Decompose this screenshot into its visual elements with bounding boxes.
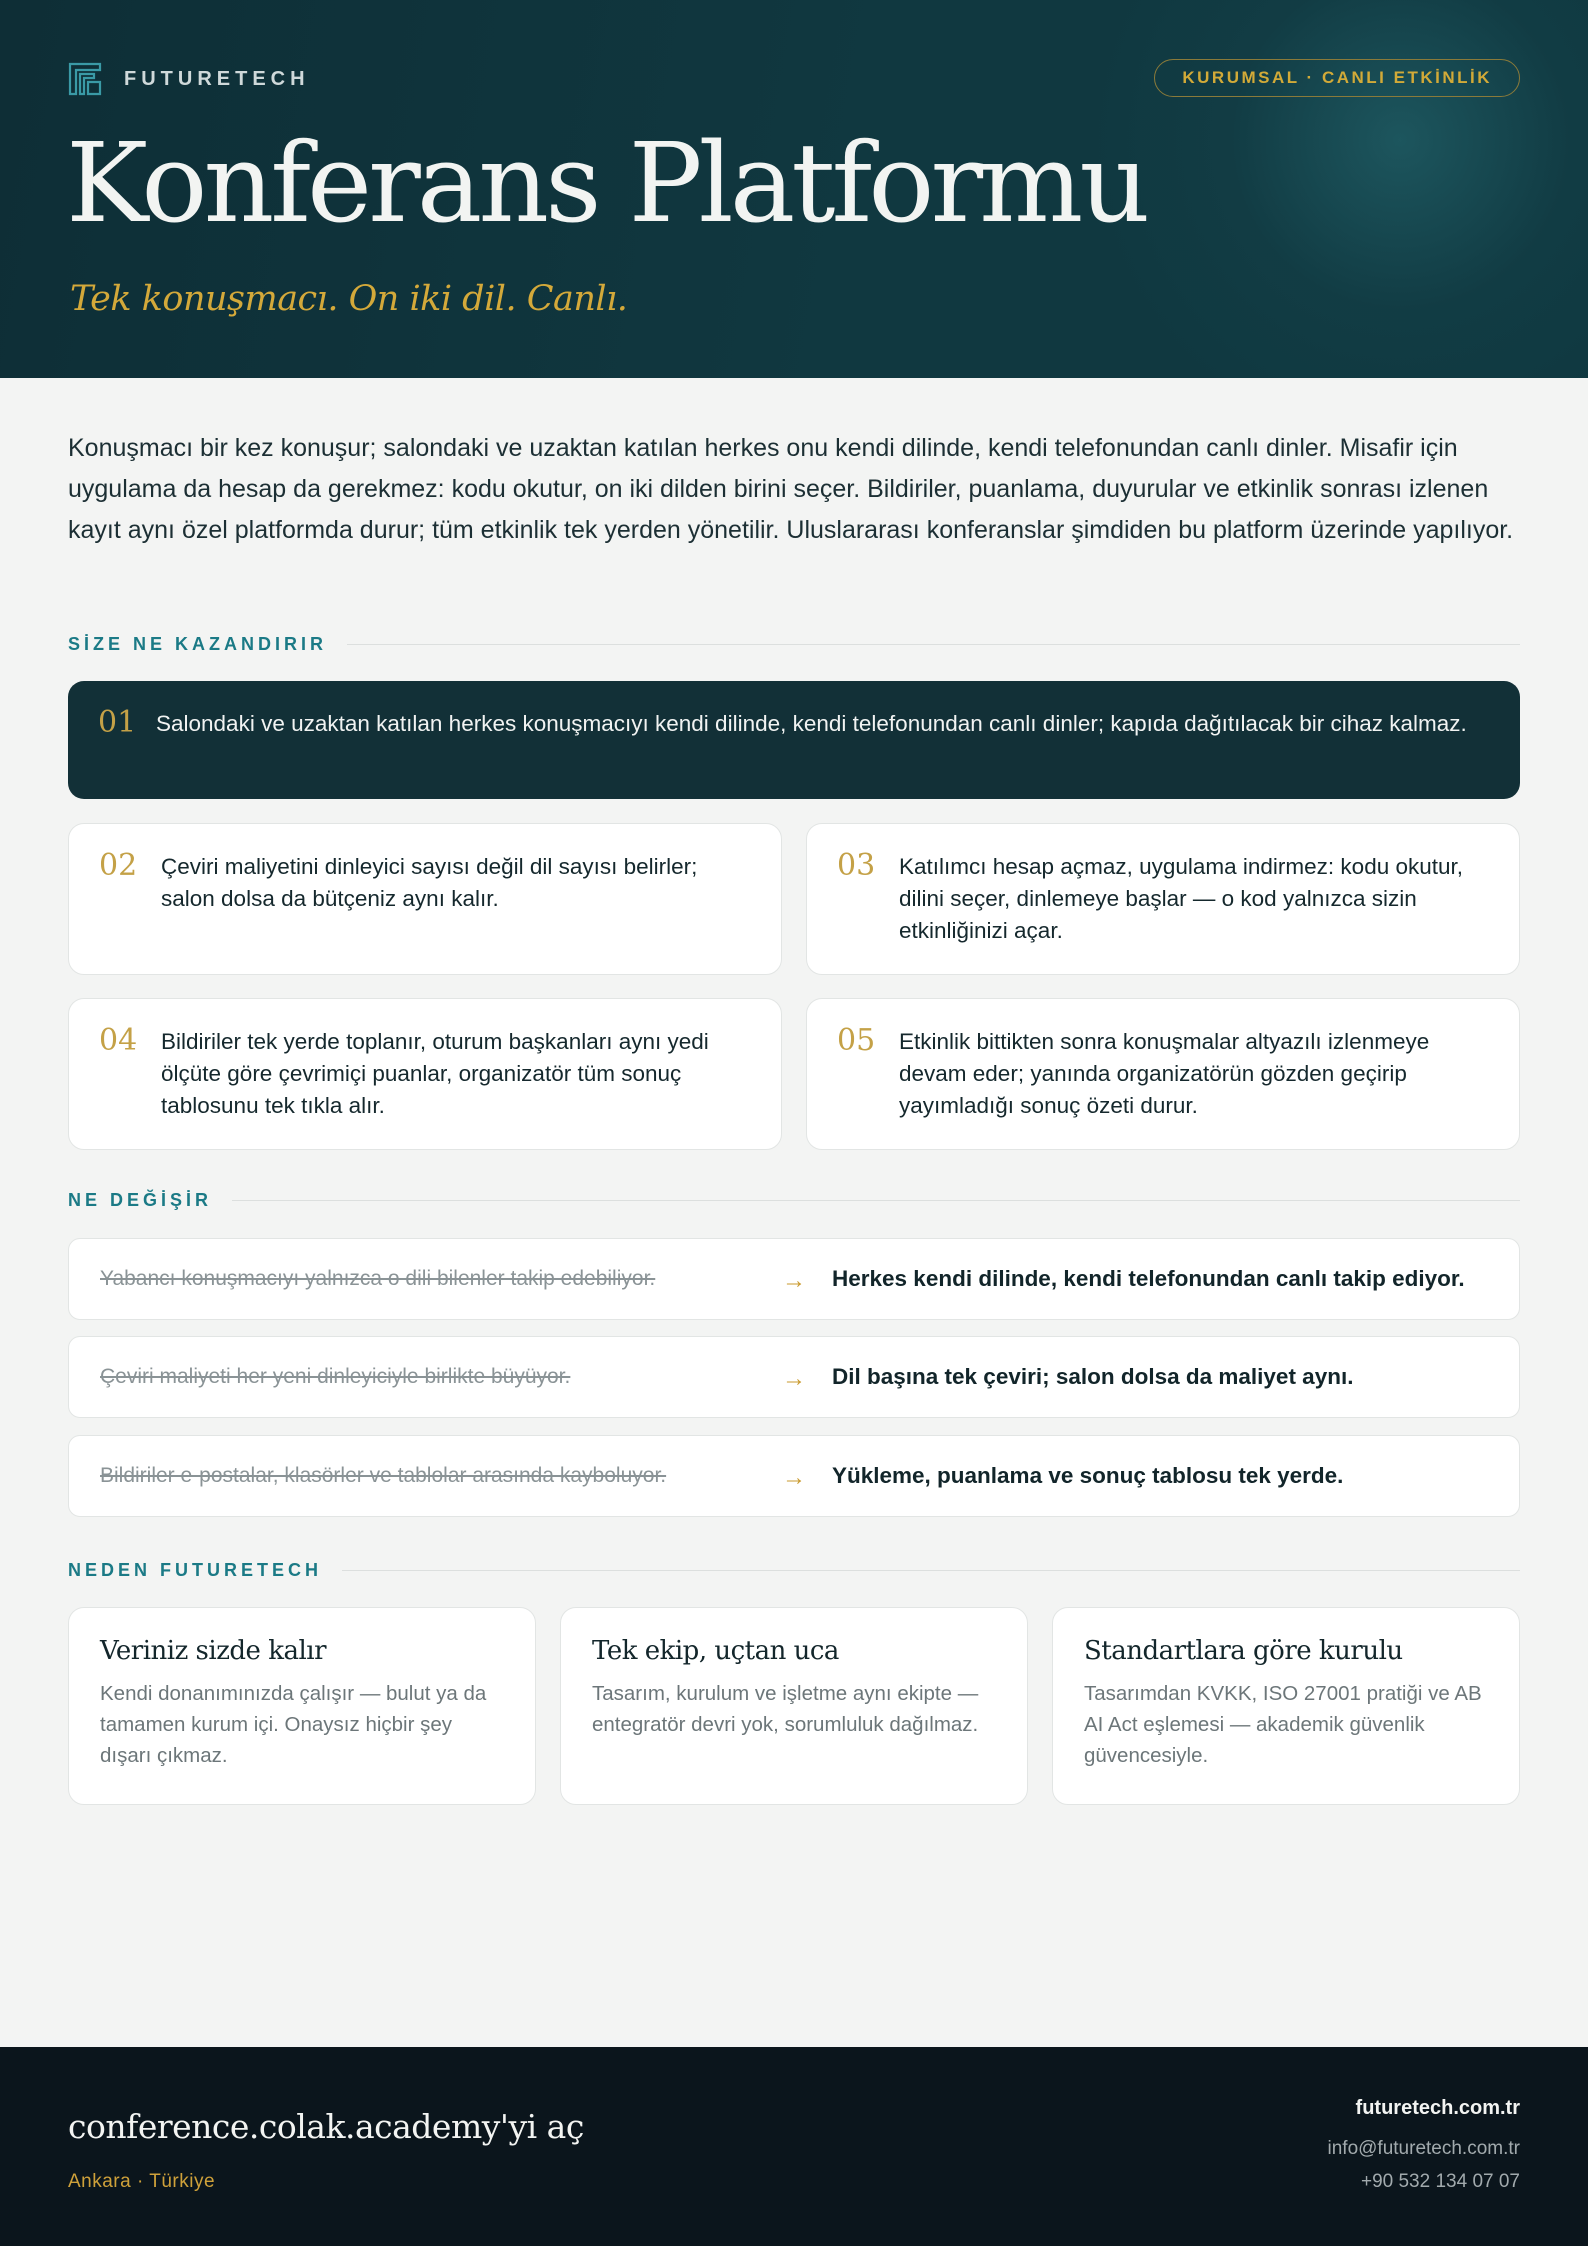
section-label: NE DEĞİŞİR	[68, 1189, 213, 1210]
benefit-card	[806, 823, 1520, 975]
section-heading-changes	[68, 1188, 1520, 1212]
change-row	[68, 1336, 1520, 1418]
why-card	[560, 1607, 1028, 1805]
page-title: Konferans Platformu	[66, 119, 1147, 247]
section-heading-why	[68, 1558, 1520, 1582]
benefit-card	[68, 998, 782, 1150]
benefit-number: 03	[837, 848, 876, 883]
benefit-card	[806, 998, 1520, 1150]
section-divider	[342, 1570, 1520, 1571]
phone-link[interactable]: +90 532 134 07 07	[1360, 2171, 1520, 2192]
section-label: NEDEN FUTURETECH	[68, 1559, 323, 1580]
why-card-text: Kendi donanımınızda çalışır — bulut ya da tamamen kurum içi. Onaysız hiçbir şey dışarı çıkmaz.	[100, 1682, 487, 1767]
change-after: Herkes kendi dilinde, kendi telefonundan canlı takip ediyor.	[832, 1266, 1465, 1291]
benefit-text: Salondaki ve uzaktan katılan herkes konuşmacıyı kendi dilinde, kendi telefonundan canlı dinler; kapıda dağıtılacak bir cihaz kalmaz.	[156, 711, 1467, 736]
change-row	[68, 1435, 1520, 1517]
brand[interactable]	[68, 62, 310, 96]
benefit-card-featured	[68, 681, 1520, 799]
brand-name: FUTURETECH	[124, 67, 310, 90]
why-card-text: Tasarım, kurulum ve işletme aynı ekipte — entegratör devri yok, sorumluluk dağılmaz.	[592, 1682, 979, 1736]
footer	[0, 2047, 1588, 2246]
change-before: Çeviri maliyeti her yeni dinleyiciyle birlikte büyüyor.	[100, 1365, 571, 1388]
email-link[interactable]: info@futuretech.com.tr	[1327, 2138, 1520, 2159]
arrow-right-icon: →	[782, 1365, 806, 1392]
section-heading-benefits	[68, 632, 1520, 656]
change-before: Yabancı konuşmacıyı yalnızca o dili bilenler takip edebiliyor.	[100, 1267, 656, 1290]
location-text: Ankara · Türkiye	[68, 2171, 216, 2192]
page-subtitle: Tek konuşmacı. On iki dil. Canlı.	[70, 279, 628, 319]
why-card-title: Standartlara göre kurulu	[1084, 1636, 1403, 1666]
benefit-text: Katılımcı hesap açmaz, uygulama indirmez: kodu okutur, dilini seçer, dinlemeye başlar — o kod yalnızca sizin etkinliğinizi açar.	[899, 854, 1464, 943]
why-card-title: Veriniz sizde kalır	[100, 1636, 327, 1666]
benefit-number: 04	[99, 1023, 138, 1058]
section-label: SİZE NE KAZANDIRIR	[68, 633, 328, 654]
benefit-card	[68, 823, 782, 975]
benefit-number: 02	[99, 848, 138, 883]
why-card-text: Tasarımdan KVKK, ISO 27001 pratiği ve AB AI Act eşlemesi — akademik güvenlik güvencesiyle.	[1084, 1682, 1482, 1767]
change-after: Dil başına tek çeviri; salon dolsa da maliyet aynı.	[832, 1364, 1354, 1389]
arrow-right-icon: →	[782, 1464, 806, 1491]
change-after: Yükleme, puanlama ve sonuç tablosu tek yerde.	[832, 1463, 1344, 1488]
futuretech-logo-icon	[68, 62, 102, 96]
section-divider	[232, 1200, 1520, 1201]
conference-link[interactable]: conference.colak.academy'yi aç	[68, 2107, 584, 2146]
intro-paragraph: Konuşmacı bir kez konuşur; salondaki ve uzaktan katılan herkes onu kendi dilinde, kendi telefonundan canlı dinler. Misafir için uygulama da hesap da gerekmez: kodu okutur, on iki dilden birini seçer. Bildiriler, puanlama, duyurular ve etkinlik sonrası izlenen kayıt aynı özel platformda durur; tüm etkinlik tek yerden yönetilir. Uluslararası konferanslar şimdiden bu platform üzerinde yapılıyor.	[68, 434, 1514, 544]
benefit-text: Bildiriler tek yerde toplanır, oturum başkanları aynı yedi ölçüte göre çevrimiçi puanlar, organizatör tüm sonuç tablosunu tek tıkla alır.	[161, 1029, 709, 1118]
why-card	[1052, 1607, 1520, 1805]
section-divider	[347, 644, 1520, 645]
why-card	[68, 1607, 536, 1805]
change-row	[68, 1238, 1520, 1320]
benefit-number: 05	[837, 1023, 876, 1058]
website-link[interactable]: futuretech.com.tr	[1355, 2097, 1520, 2119]
benefit-text: Etkinlik bittikten sonra konuşmalar altyazılı izlenmeye devam eder; yanında organizatörün gözden geçirip yayımladığı sonuç özeti durur.	[899, 1029, 1430, 1118]
change-before: Bildiriler e-postalar, klasörler ve tablolar arasında kayboluyor.	[100, 1464, 667, 1487]
why-card-title: Tek ekip, uçtan uca	[592, 1636, 839, 1666]
hero-header	[0, 0, 1588, 378]
benefit-number: 01	[98, 705, 137, 740]
arrow-right-icon: →	[782, 1267, 806, 1294]
benefit-text: Çeviri maliyetini dinleyici sayısı değil dil sayısı belirler; salon dolsa da bütçeniz aynı kalır.	[161, 854, 698, 911]
event-type-badge: KURUMSAL · CANLI ETKİNLİK	[1154, 59, 1520, 97]
